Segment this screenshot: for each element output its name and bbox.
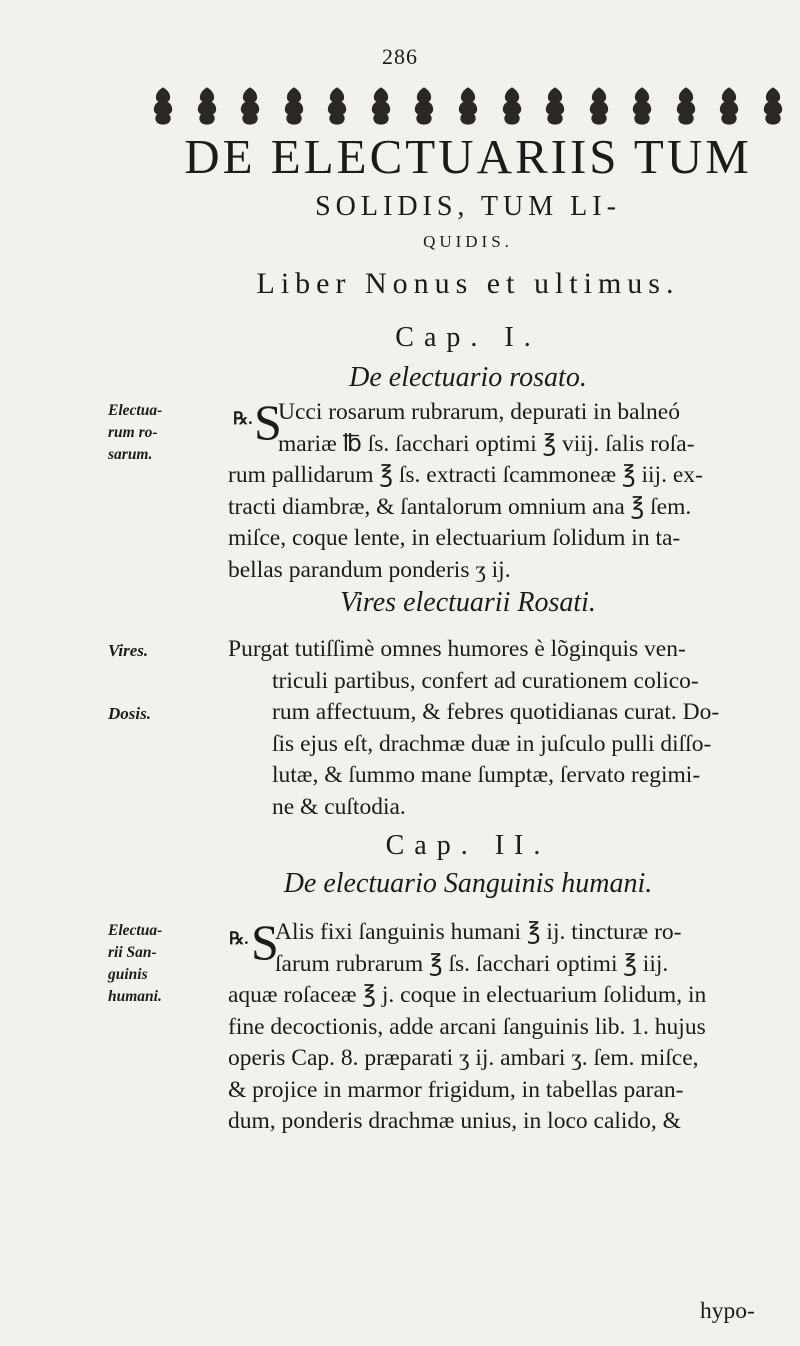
- text-line: rum pallidarum ℥ ſs. extracti ſcammoneæ ℥ iij. ex-: [228, 462, 703, 488]
- margin-note-line: guinis: [108, 966, 148, 983]
- text-line: aquæ roſaceæ ℥ j. coque in electuarium ſolidum, in: [228, 982, 707, 1008]
- text-line: ne & cuſtodia.: [272, 793, 406, 820]
- margin-note-line: sarum.: [108, 446, 153, 463]
- margin-note-electuarium-rosarum: [108, 400, 212, 466]
- ornament-fleuron-icon: [192, 84, 222, 128]
- book-subtitle: SOLIDIS, TUM LI-: [315, 191, 621, 222]
- text-line: miſce, coque lente, in electuarium ſolidum in ta-: [228, 525, 681, 551]
- margin-note-line: Dosis.: [108, 704, 151, 723]
- margin-note-line: rum ro-: [108, 424, 158, 441]
- ornament-fleuron-icon: [627, 84, 657, 128]
- ornament-fleuron-icon: [584, 84, 614, 128]
- chapter-1-heading: Cap. I.: [395, 322, 541, 353]
- text-line: bellas parandum ponderis ʒ ij.: [228, 556, 511, 583]
- margin-note-line: Electua-: [108, 402, 163, 419]
- margin-note-line: rii San-: [108, 944, 157, 961]
- text-line: ſarum rubrarum ℥ ſs. ſacchari optimi ℥ iij.: [275, 950, 669, 977]
- ornament-fleuron-icon: [497, 84, 527, 128]
- margin-note-electuarii-sanguinis: [108, 920, 212, 1008]
- ornament-fleuron-icon: [366, 84, 396, 128]
- recipe-paragraph-rosato: [228, 394, 798, 586]
- text-line: Purgat tutiſſimè omnes humores è lõginquis ven-: [228, 636, 686, 662]
- text-line: dum, ponderis drachmæ unius, in loco calido, &: [228, 1108, 681, 1134]
- ornament-fleuron-icon: [758, 84, 788, 128]
- text-line: operis Cap. 8. præparati ʒ ij. ambari ʒ. ſem. miſce,: [228, 1045, 699, 1071]
- text-line: Alis fixi ſanguinis humani ℥ ij. tincturæ ro-: [275, 919, 682, 945]
- margin-note-dosis: [108, 703, 212, 725]
- ornament-fleuron-icon: [279, 84, 309, 128]
- vires-paragraph: [228, 634, 794, 823]
- margin-note-line: Electua-: [108, 922, 163, 939]
- catchword: hypo-: [700, 1298, 755, 1324]
- chapter-2-title: De electuario Sanguinis humani.: [283, 868, 653, 899]
- ornament-fleuron-icon: [540, 84, 570, 128]
- ornament-fleuron-icon: [453, 84, 483, 128]
- chapter-book-title: DE ELECTUARIIS TUM: [184, 129, 752, 184]
- book-number-heading: Liber Nonus et ultimus.: [256, 267, 680, 300]
- text-line: mariæ ℔ ſs. ſacchari optimi ℥ viij. ſalis roſa-: [278, 430, 695, 457]
- text-line: Ucci rosarum rubrarum, depurati in balneó: [278, 399, 680, 425]
- margin-note-line: Vires.: [108, 641, 149, 660]
- recipe-symbol: ℞.: [233, 409, 253, 428]
- page-number: 286: [382, 44, 418, 69]
- chapter-1-title: De electuario rosato.: [349, 362, 587, 393]
- text-line: ſis ejus eſt, drachmæ duæ in juſculo pulli diſſo-: [272, 730, 712, 757]
- text-line: tracti diambræ, & ſantalorum omnium ana ℥ ſem.: [228, 493, 692, 520]
- text-line: lutæ, & ſummo mane ſumptæ, ſervato regimi-: [272, 762, 701, 788]
- text-line: triculi partibus, confert ad curationem colico-: [272, 667, 699, 694]
- ornament-fleuron-icon: [409, 84, 439, 128]
- ornament-fleuron-icon: [322, 84, 352, 128]
- drop-cap: S: [251, 914, 279, 970]
- recipe-paragraph-sanguinis: [228, 914, 797, 1138]
- chapter-2-heading: Cap. II.: [385, 830, 551, 861]
- drop-cap: S: [254, 394, 282, 450]
- text-line: rum affectuum, & febres quotidianas curat. Do-: [272, 699, 720, 725]
- ornament-fleuron-icon: [235, 84, 265, 128]
- ornament-fleuron-icon: [148, 84, 178, 128]
- printer-ornament-band: [148, 80, 788, 132]
- text-line: fine decoctionis, adde arcani ſanguinis lib. 1. hujus: [228, 1013, 706, 1040]
- ornament-fleuron-icon: [714, 84, 744, 128]
- vires-heading: Vires electuarii Rosati.: [340, 587, 596, 618]
- margin-note-line: humani.: [108, 988, 162, 1005]
- ornament-fleuron-icon: [671, 84, 701, 128]
- book-subtitle-continued: QUIDIS.: [423, 232, 513, 251]
- text-line: & projice in marmor frigidum, in tabellas paran-: [228, 1076, 684, 1103]
- recipe-symbol: ℞.: [229, 929, 249, 948]
- margin-note-vires: [108, 640, 212, 662]
